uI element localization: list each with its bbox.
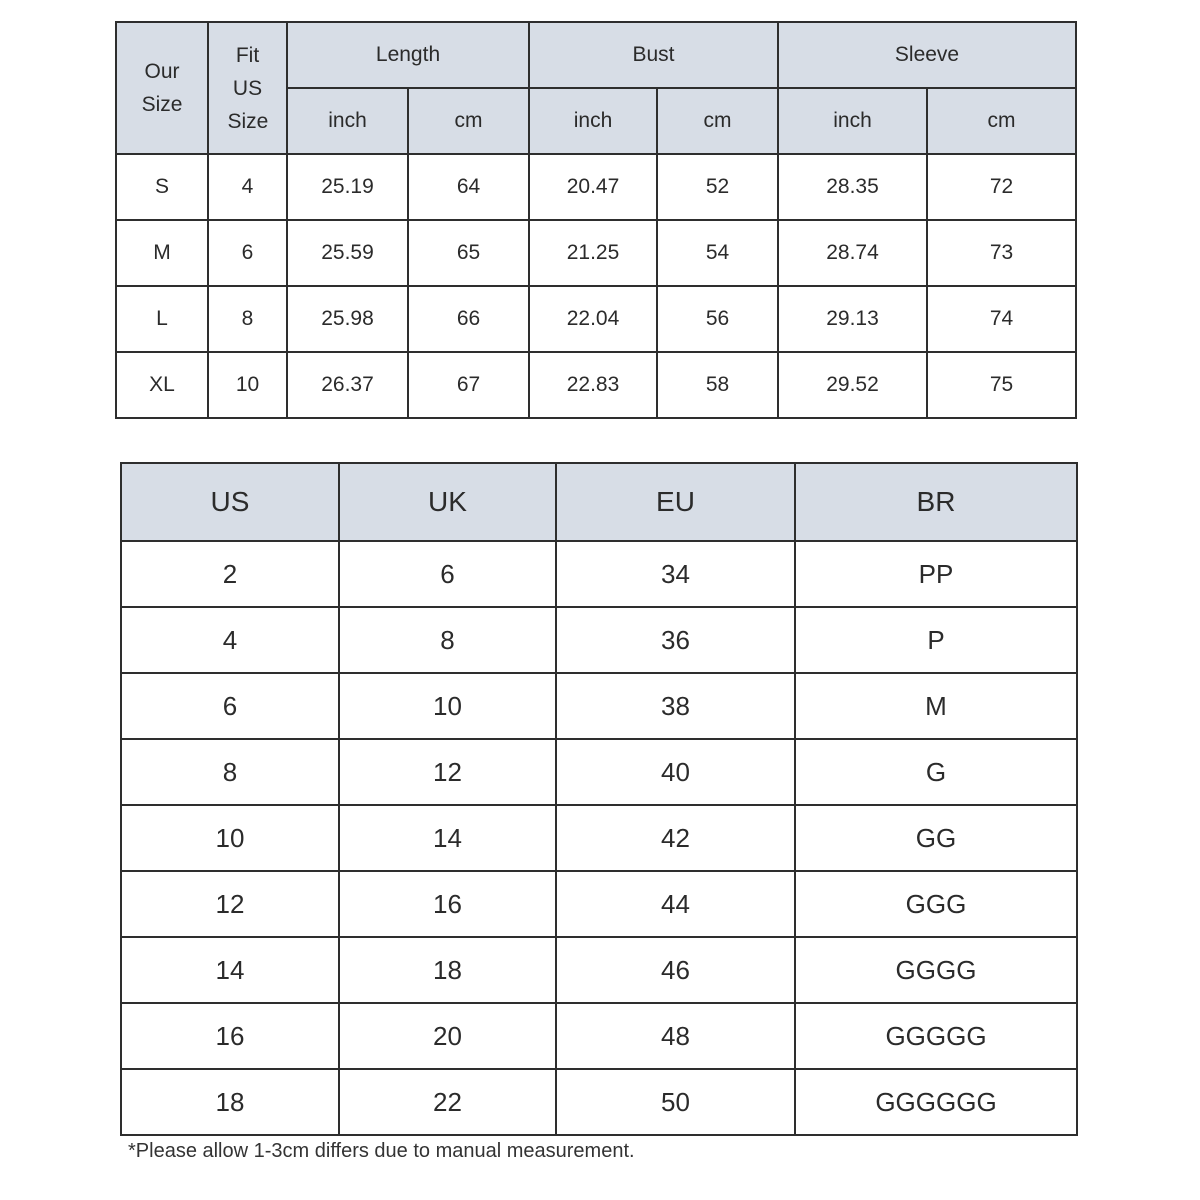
cell-us-size: 4 (208, 154, 287, 220)
cell: 29.13 (778, 286, 927, 352)
cell: 4 (121, 607, 339, 673)
cell: 72 (927, 154, 1076, 220)
cell: G (795, 739, 1077, 805)
unit-header: inch (778, 88, 927, 154)
header-eu: EU (556, 463, 795, 541)
cell: 12 (121, 871, 339, 937)
cell: 42 (556, 805, 795, 871)
table-row (121, 805, 1077, 871)
cell: 56 (657, 286, 778, 352)
cell: 67 (408, 352, 529, 418)
cell-our-size: L (116, 286, 208, 352)
cell: 22.04 (529, 286, 657, 352)
cell: 12 (339, 739, 556, 805)
table-row (121, 1069, 1077, 1135)
cell: 50 (556, 1069, 795, 1135)
cell: 29.52 (778, 352, 927, 418)
cell: 16 (339, 871, 556, 937)
unit-header: inch (529, 88, 657, 154)
header-bust: Bust (529, 22, 778, 88)
cell: 54 (657, 220, 778, 286)
size-chart-table (115, 21, 1077, 419)
header-sleeve: Sleeve (778, 22, 1076, 88)
cell: PP (795, 541, 1077, 607)
header-uk: UK (339, 463, 556, 541)
cell-us-size: 6 (208, 220, 287, 286)
unit-header: inch (287, 88, 408, 154)
table-row (121, 1003, 1077, 1069)
cell: 22.83 (529, 352, 657, 418)
cell: 14 (339, 805, 556, 871)
table-row (116, 286, 1076, 352)
header-br: BR (795, 463, 1077, 541)
unit-header: cm (927, 88, 1076, 154)
table-row (116, 154, 1076, 220)
cell: 20.47 (529, 154, 657, 220)
cell-us-size: 8 (208, 286, 287, 352)
cell-our-size: M (116, 220, 208, 286)
cell: 46 (556, 937, 795, 1003)
unit-header: cm (408, 88, 529, 154)
table-row (121, 673, 1077, 739)
cell: M (795, 673, 1077, 739)
table-row (121, 871, 1077, 937)
table-row (116, 352, 1076, 418)
cell: P (795, 607, 1077, 673)
cell: 64 (408, 154, 529, 220)
cell: 38 (556, 673, 795, 739)
size-conversion-table (120, 462, 1078, 1136)
cell: GGGG (795, 937, 1077, 1003)
cell: GG (795, 805, 1077, 871)
cell-our-size: XL (116, 352, 208, 418)
cell: 18 (121, 1069, 339, 1135)
cell: 16 (121, 1003, 339, 1069)
cell: 26.37 (287, 352, 408, 418)
cell: 21.25 (529, 220, 657, 286)
cell: 25.59 (287, 220, 408, 286)
header-length: Length (287, 22, 529, 88)
cell: 25.19 (287, 154, 408, 220)
cell: GGGGG (795, 1003, 1077, 1069)
cell: 20 (339, 1003, 556, 1069)
header-us: US (121, 463, 339, 541)
header-our-size: Our Size (116, 22, 208, 154)
cell: 6 (121, 673, 339, 739)
cell: 10 (339, 673, 556, 739)
table-row (121, 937, 1077, 1003)
cell: 14 (121, 937, 339, 1003)
unit-header: cm (657, 88, 778, 154)
cell: 10 (121, 805, 339, 871)
cell: 18 (339, 937, 556, 1003)
cell: 58 (657, 352, 778, 418)
cell: 66 (408, 286, 529, 352)
cell: GGGGGG (795, 1069, 1077, 1135)
cell: 36 (556, 607, 795, 673)
cell: 40 (556, 739, 795, 805)
header-fit-us-size: Fit US Size (208, 22, 287, 154)
cell: 65 (408, 220, 529, 286)
measurement-note: *Please allow 1-3cm differs due to manual measurement. (128, 1140, 635, 1162)
cell: 44 (556, 871, 795, 937)
table-row (116, 220, 1076, 286)
cell: 75 (927, 352, 1076, 418)
table-row (121, 739, 1077, 805)
cell: 25.98 (287, 286, 408, 352)
cell: 8 (339, 607, 556, 673)
cell: 74 (927, 286, 1076, 352)
cell: 8 (121, 739, 339, 805)
cell: 34 (556, 541, 795, 607)
cell: 73 (927, 220, 1076, 286)
cell: 52 (657, 154, 778, 220)
cell-us-size: 10 (208, 352, 287, 418)
cell: 28.35 (778, 154, 927, 220)
table-row (121, 607, 1077, 673)
cell: GGG (795, 871, 1077, 937)
cell: 48 (556, 1003, 795, 1069)
cell-our-size: S (116, 154, 208, 220)
table-row (121, 541, 1077, 607)
cell: 22 (339, 1069, 556, 1135)
cell: 2 (121, 541, 339, 607)
cell: 6 (339, 541, 556, 607)
cell: 28.74 (778, 220, 927, 286)
